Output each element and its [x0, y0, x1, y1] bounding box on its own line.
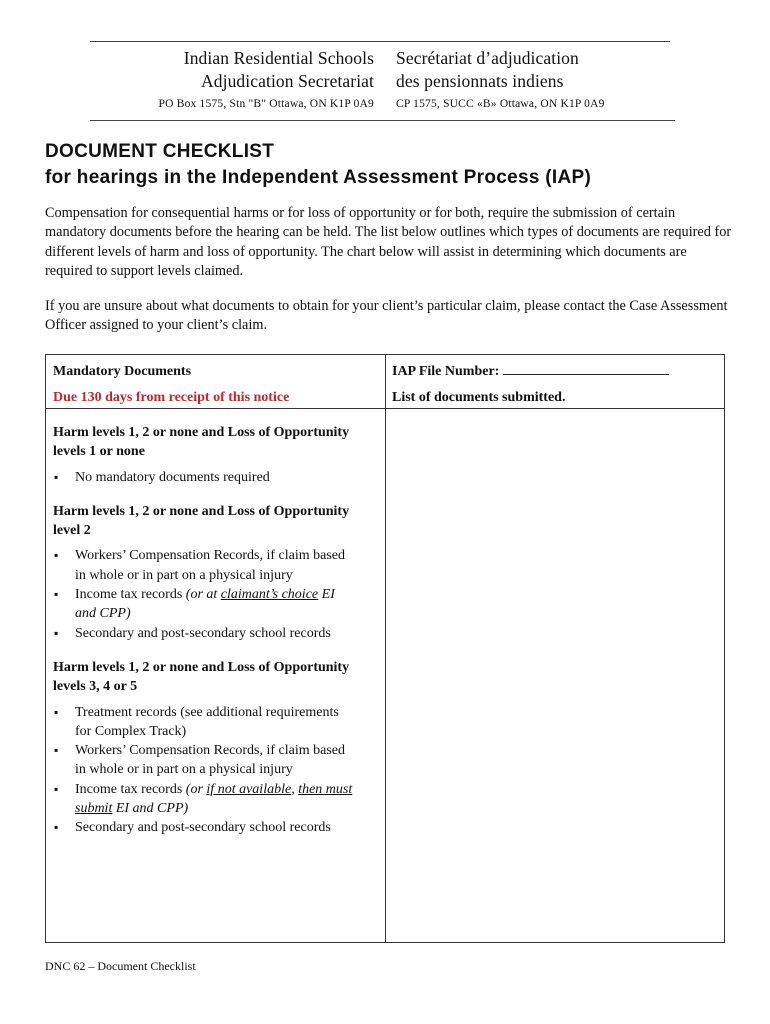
file-number-header: [392, 359, 669, 411]
list-item: ▪ Treatment records (see additional requirements for Complex Track): [53, 703, 353, 742]
note-underlined: then must submit: [75, 781, 353, 817]
group-heading: Harm levels 1, 2 or none and Loss of Opportunity levels 1 or none: [53, 425, 350, 460]
title-line1: DOCUMENT CHECKLIST: [45, 141, 275, 162]
group-heading: Harm levels 1, 2 or none and Loss of Opportunity levels 3, 4 or 5: [53, 659, 350, 695]
note-suffix: EI and CPP): [75, 587, 335, 622]
list-item: ▪ Workers’ Compensation Records, if claim based in whole or in part on a physical injury: [53, 546, 353, 585]
note-underlined: claimant’s choice: [220, 587, 319, 603]
list-item: ▪ Secondary and post-secondary school records: [53, 818, 353, 837]
header-french-line1: Secrétariat d’adjudication: [396, 48, 579, 68]
mandatory-documents-list: [53, 423, 353, 853]
header-bottom-rule: [90, 120, 675, 121]
header-english-line2: Adjudication Secretariat: [201, 71, 374, 91]
file-number-field[interactable]: [503, 360, 669, 375]
mandatory-documents-heading: Mandatory Documents: [53, 364, 192, 379]
note-prefix: (or: [185, 781, 207, 797]
intro-paragraph-2: If you are unsure about what documents to obtain for your client’s particular claim, please contact the Case Assessment Officer assigned to your client’s claim.: [45, 298, 728, 334]
checklist-table: [45, 354, 725, 943]
list-item: [53, 780, 353, 819]
header-english-line1: Indian Residential Schools: [183, 48, 374, 68]
footer-form-id: DNC 62 – Document Checklist: [45, 959, 196, 973]
documents-submitted-heading: List of documents submitted.: [392, 390, 566, 405]
header-top-rule: [90, 41, 670, 42]
item-text: Income tax records: [75, 781, 183, 797]
group-items: [53, 703, 353, 838]
mandatory-documents-header: [53, 359, 289, 411]
note-underlined: if not available: [206, 781, 292, 797]
list-item: ▪ Workers’ Compensation Records, if claim based in whole or in part on a physical injury: [53, 741, 353, 780]
list-item: [53, 585, 353, 624]
documents-submitted-area[interactable]: [386, 409, 724, 942]
group-items: [53, 468, 353, 487]
list-item: ▪ Secondary and post-secondary school records: [53, 624, 353, 643]
title-line2: for hearings in the Independent Assessment Process (IAP): [45, 167, 592, 188]
due-notice: Due 130 days from receipt of this notice: [53, 390, 290, 405]
group-heading: Harm levels 1, 2 or none and Loss of Opportunity level 2: [53, 503, 350, 539]
note-suffix: EI and CPP): [112, 801, 189, 817]
header-english: [90, 47, 374, 110]
note-mid: ,: [291, 781, 299, 797]
header-french: [396, 47, 686, 110]
intro-paragraph-1: Compensation for consequential harms or for loss of opportunity or for both, require the submission of certain mandatory documents before the hearing can be held. The list below outlines which types of documents are required for different levels of harm and loss of opportunity. The chart below will assist in determining which documents are required to support levels claimed.: [45, 205, 732, 279]
file-number-row: [392, 359, 669, 385]
header-french-line2: des pensionnats indiens: [396, 71, 564, 91]
list-item: ▪ No mandatory documents required: [53, 468, 353, 487]
page-title: [45, 139, 591, 191]
note-prefix: (or at: [185, 587, 221, 603]
header-english-address: PO Box 1575, Stn "B" Ottawa, ON K1P 0A9: [158, 98, 374, 110]
header-french-address: CP 1575, SUCC «B» Ottawa, ON K1P 0A9: [396, 98, 605, 110]
item-text: Income tax records: [75, 587, 183, 603]
file-number-label: IAP File Number:: [392, 364, 500, 379]
group-items: [53, 546, 353, 642]
